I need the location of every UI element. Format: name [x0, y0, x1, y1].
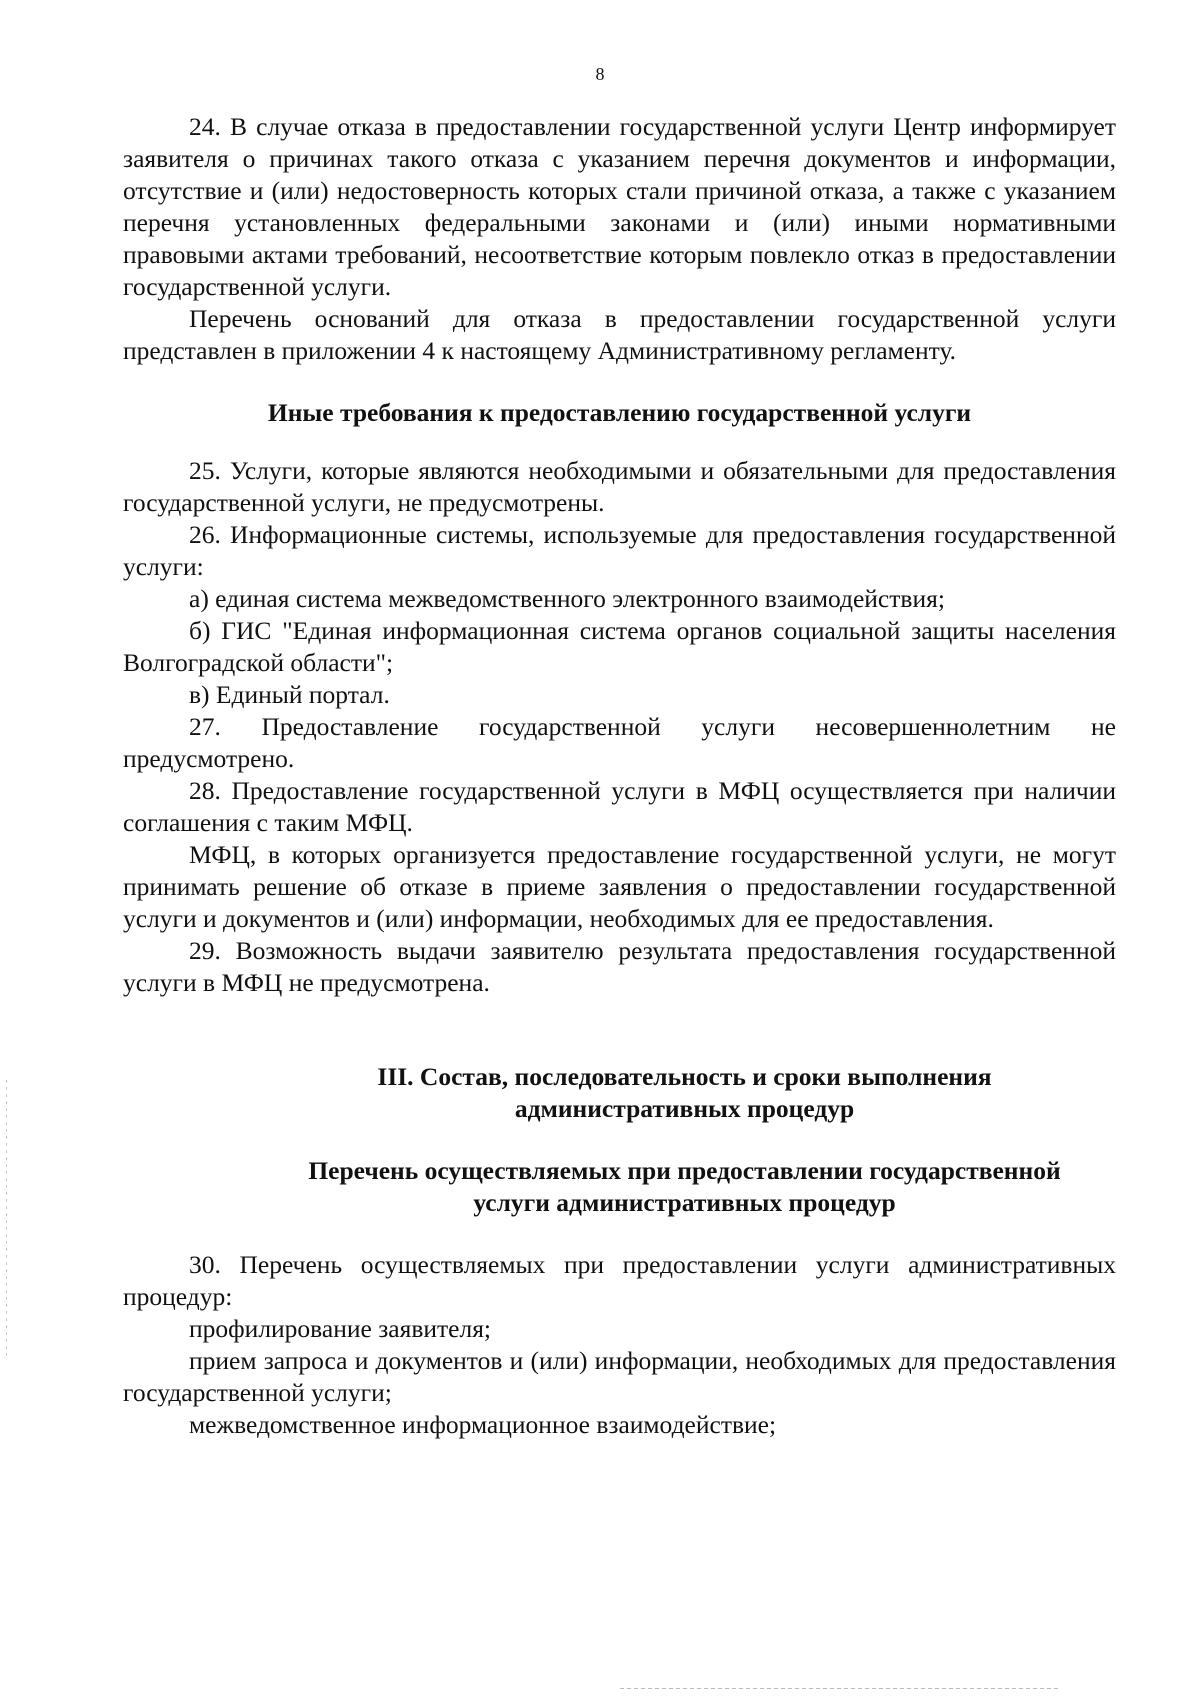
heading-other-requirements: Иные требования к предоставлению государственной услуги	[267, 398, 972, 427]
paragraph-30: 30. Перечень осуществляемых при предоставлении услуги административных процедур:	[123, 1250, 1116, 1311]
section-3-heading-line1: III. Состав, последовательность и сроки выполнения	[377, 1062, 992, 1091]
paragraph-28-mfc: МФЦ, в которых организуется предоставление государственной услуги, не могут принимать решение об отказе в приеме заявления о предоставлении государственной услуги и документов и (или) информации, необходимых для ее предоставления.	[123, 840, 1116, 933]
paragraph-26-item-b: б) ГИС "Единая информационная система органов социальной защиты населения Волгоградской области";	[123, 616, 1116, 677]
paragraph-30-interagency: межведомственное информационное взаимодействие;	[189, 1410, 777, 1439]
procedures-list-heading-line1: Перечень осуществляемых при предоставлении государственной	[308, 1156, 1061, 1185]
paragraph-30-request-intake: прием запроса и документов и (или) информации, необходимых для предоставления государственной услуги;	[123, 1346, 1116, 1407]
procedures-list-heading	[123, 1155, 1116, 1219]
paragraph-26-item-a: а) единая система межведомственного электронного взаимодействия;	[189, 584, 945, 613]
paragraph-26: 26. Информационные системы, используемые для предоставления государственной услуги:	[123, 520, 1116, 581]
paragraph-29: 29. Возможность выдачи заявителю результата предоставления государственной услуги в МФЦ не предусмотрена.	[123, 936, 1116, 997]
paragraph-28: 28. Предоставление государственной услуги в МФЦ осуществляется при наличии соглашения с таким МФЦ.	[123, 776, 1116, 837]
scan-edge-artifact-bottom	[620, 1688, 1060, 1689]
paragraph-27: 27. Предоставление государственной услуги несовершеннолетним не предусмотрено.	[123, 712, 1116, 773]
document-body	[123, 111, 1116, 1441]
page-number: 8	[595, 64, 605, 84]
section-3-heading	[123, 1061, 1116, 1125]
scan-edge-artifact-left	[6, 1080, 7, 1360]
paragraph-24: 24. В случае отказа в предоставлении государственной услуги Центр информирует заявителя о причинах такого отказа с указанием перечня документов и информации, отсутствие и (или) недостоверность которых стали причиной отказа, а также с указанием перечня установленных федеральными законами и (или) иными нормативными правовыми актами требований, несоответствие которым повлекло отказ в предоставлении государственной услуги.	[123, 112, 1116, 301]
paragraph-25: 25. Услуги, которые являются необходимыми и обязательными для предоставления государственной услуги, не предусмотрены.	[123, 456, 1116, 517]
paragraph-24-grounds: Перечень оснований для отказа в предоставлении государственной услуги представлен в приложении 4 к настоящему Административному регламенту.	[123, 304, 1116, 365]
paragraph-26-item-c: в) Единый портал.	[189, 680, 390, 709]
procedures-list-heading-line2: услуги административных процедур	[473, 1188, 896, 1217]
section-3-heading-line2: административных процедур	[514, 1094, 855, 1123]
paragraph-30-profiling: профилирование заявителя;	[189, 1314, 492, 1343]
